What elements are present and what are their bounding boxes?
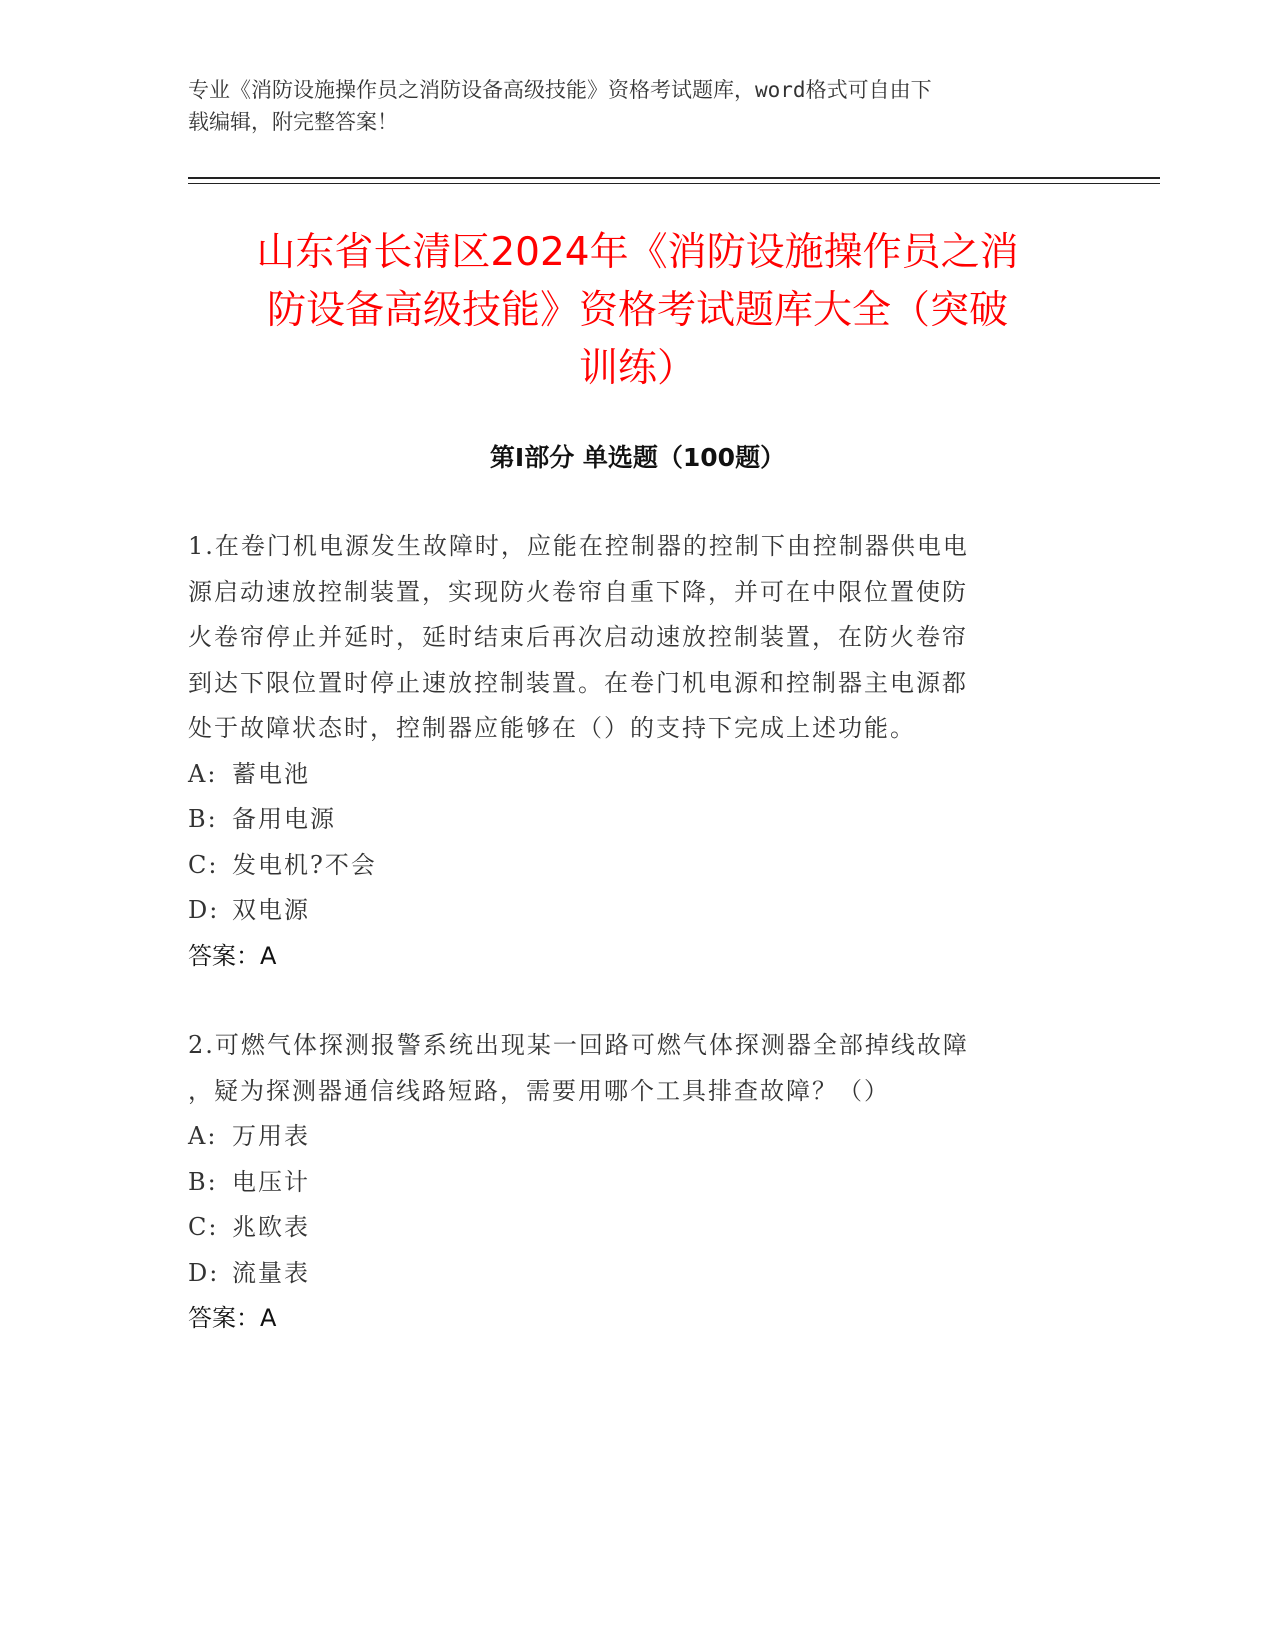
- question-stem-line: 2.可燃气体探测报警系统出现某一回路可燃气体探测器全部掉线故障: [188, 1031, 969, 1059]
- option-text: 万用表: [232, 1122, 310, 1150]
- question-stem: [188, 1023, 1068, 1114]
- answer: 答案：A: [188, 941, 277, 970]
- header-note: [188, 74, 1078, 138]
- option-letter: B:: [188, 805, 218, 833]
- option-text: 流量表: [232, 1258, 310, 1287]
- option-c: [188, 843, 1068, 889]
- header-note-line: 载编辑，附完整答案！: [188, 110, 398, 134]
- document-title: [180, 224, 1095, 398]
- option-text: 备用电源: [232, 805, 336, 833]
- question-stem-line: 处于故障状态时，控制器应能够在（）的支持下完成上述功能。: [188, 714, 916, 742]
- question-stem-line: ，疑为探测器通信线路短路，需要用哪个工具排查故障？（）: [188, 1076, 890, 1105]
- option-letter: D:: [188, 1258, 220, 1287]
- option-text: 蓄电池: [232, 759, 310, 788]
- option-text: 发电机?不会: [232, 850, 377, 879]
- document-title-line: 训练）: [578, 346, 696, 391]
- option-letter: A:: [188, 759, 218, 788]
- option-letter: C:: [188, 850, 219, 879]
- option-text: 兆欧表: [232, 1213, 310, 1241]
- option-b: [188, 797, 1068, 843]
- question-stem: [188, 524, 1068, 752]
- question-2: [188, 1023, 1068, 1342]
- question-1: [188, 524, 1068, 979]
- option-letter: C:: [188, 1213, 219, 1241]
- question-stem-line: 到达下限位置时停止速放控制装置。在卷门机电源和控制器主电源都: [188, 668, 968, 697]
- option-d: [188, 1251, 1068, 1297]
- section-title: 第Ⅰ部分 单选题（100题）: [489, 443, 786, 472]
- question-stem-line: 火卷帘停止并延时，延时结束后再次启动速放控制装置，在防火卷帘: [188, 623, 968, 651]
- header-divider-thin: [188, 183, 1160, 184]
- option-d: [188, 888, 1068, 934]
- option-a: [188, 752, 1068, 798]
- option-text: 电压计: [232, 1167, 310, 1196]
- question-stem-line: 1.在卷门机电源发生故障时，应能在控制器的控制下由控制器供电电: [188, 532, 969, 560]
- option-letter: D:: [188, 896, 220, 924]
- option-b: [188, 1160, 1068, 1206]
- option-a: [188, 1114, 1068, 1160]
- document-title-line: 山东省长清区2024年《消防设施操作员之消: [256, 230, 1019, 275]
- document-title-line: 防设备高级技能》资格考试题库大全（突破: [266, 288, 1008, 333]
- option-c: [188, 1205, 1068, 1251]
- header-note-line: 专业《消防设施操作员之消防设备高级技能》资格考试题库，word格式可自由下: [188, 78, 932, 102]
- option-letter: B:: [188, 1167, 218, 1196]
- question-stem-line: 源启动速放控制装置，实现防火卷帘自重下降，并可在中限位置使防: [188, 577, 968, 606]
- option-text: 双电源: [232, 896, 310, 924]
- answer: 答案：A: [188, 1304, 277, 1332]
- option-letter: A:: [188, 1122, 218, 1150]
- header-divider-thick: [188, 177, 1160, 179]
